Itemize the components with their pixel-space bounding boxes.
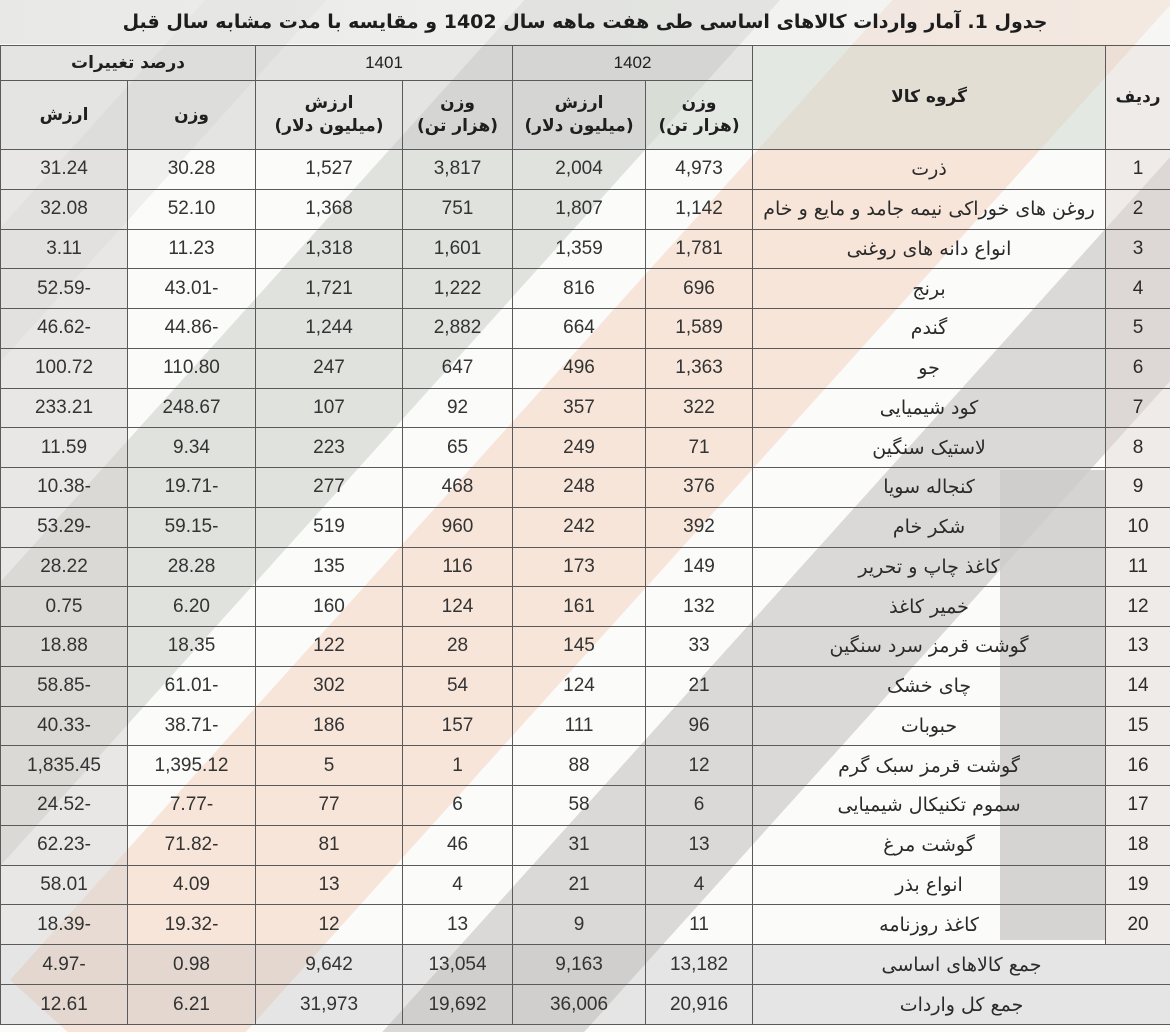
header-change-value: ارزش	[1, 81, 128, 150]
goods-name: کنجاله سویا	[753, 468, 1106, 508]
header-row-1	[1, 46, 1170, 81]
value-1402: 664	[513, 309, 646, 349]
change-value: -62.23	[1, 825, 128, 865]
table-row	[1, 309, 1170, 349]
goods-name: شکر خام	[753, 507, 1106, 547]
change-weight: 30.28	[128, 150, 256, 190]
change-weight: -19.71	[128, 468, 256, 508]
change-value: 3.11	[1, 229, 128, 269]
change-weight: -44.86	[128, 309, 256, 349]
row-number: 10	[1106, 507, 1170, 547]
header-weight-1402	[646, 81, 753, 150]
change-value: -46.62	[1, 309, 128, 349]
weight-1401: 124	[403, 587, 513, 627]
weight-1401: 13,054	[403, 945, 513, 985]
change-weight: -38.71	[128, 706, 256, 746]
table-row	[1, 428, 1170, 468]
row-number: 17	[1106, 786, 1170, 826]
value-1401: 247	[256, 348, 403, 388]
table-title: جدول 1. آمار واردات کالاهای اساسی طی هفت ماهه سال 1402 و مقایسه با مدت مشابه سال قبل	[0, 0, 1170, 44]
value-1401: 1,244	[256, 309, 403, 349]
value-1402: 21	[513, 865, 646, 905]
change-value: -24.52	[1, 786, 128, 826]
value-1402: 816	[513, 269, 646, 309]
row-number: 6	[1106, 348, 1170, 388]
value-1401: 12	[256, 905, 403, 945]
value-1401: 1,721	[256, 269, 403, 309]
weight-1401: 1,222	[403, 269, 513, 309]
value-1401: 302	[256, 666, 403, 706]
table-row	[1, 865, 1170, 905]
total-label: جمع کالاهای اساسی	[753, 945, 1170, 985]
header-change-percent: درصد تغییرات	[1, 46, 256, 81]
row-number: 11	[1106, 547, 1170, 587]
value-1401: 223	[256, 428, 403, 468]
table-row	[1, 388, 1170, 428]
goods-name: چای خشک	[753, 666, 1106, 706]
row-number: 3	[1106, 229, 1170, 269]
goods-name: ذرت	[753, 150, 1106, 190]
weight-unit: (هزار تن)	[658, 116, 740, 136]
goods-name: لاستیک سنگین	[753, 428, 1106, 468]
weight-1401: 647	[403, 348, 513, 388]
weight-1401: 157	[403, 706, 513, 746]
change-value: -40.33	[1, 706, 128, 746]
row-number: 2	[1106, 189, 1170, 229]
change-weight: 0.98	[128, 945, 256, 985]
weight-1401: 2,882	[403, 309, 513, 349]
change-weight: 52.10	[128, 189, 256, 229]
weight-1402: 392	[646, 507, 753, 547]
value-label: ارزش	[304, 93, 354, 114]
weight-label: وزن	[681, 93, 717, 114]
value-1401: 1,368	[256, 189, 403, 229]
row-number: 7	[1106, 388, 1170, 428]
table-row	[1, 587, 1170, 627]
row-number: 14	[1106, 666, 1170, 706]
change-weight: 9.34	[128, 428, 256, 468]
goods-name: روغن های خوراکی نیمه جامد و مایع و خام	[753, 189, 1106, 229]
change-value: -52.59	[1, 269, 128, 309]
total-row	[1, 945, 1170, 985]
value-unit: (میلیون دلار)	[524, 116, 634, 136]
change-value: 0.75	[1, 587, 128, 627]
value-1402: 249	[513, 428, 646, 468]
row-number: 15	[1106, 706, 1170, 746]
weight-1402: 4	[646, 865, 753, 905]
value-1402: 31	[513, 825, 646, 865]
row-number: 5	[1106, 309, 1170, 349]
value-1402: 111	[513, 706, 646, 746]
weight-1402: 132	[646, 587, 753, 627]
weight-1401: 65	[403, 428, 513, 468]
value-1401: 519	[256, 507, 403, 547]
weight-1401: 46	[403, 825, 513, 865]
change-value: -18.39	[1, 905, 128, 945]
table-row	[1, 786, 1170, 826]
row-number: 13	[1106, 627, 1170, 667]
value-unit: (میلیون دلار)	[274, 116, 384, 136]
value-1401: 9,642	[256, 945, 403, 985]
weight-1402: 1,142	[646, 189, 753, 229]
change-value: 31.24	[1, 150, 128, 190]
weight-1401: 54	[403, 666, 513, 706]
weight-1402: 13,182	[646, 945, 753, 985]
table-row	[1, 507, 1170, 547]
change-value: -58.85	[1, 666, 128, 706]
table-row	[1, 229, 1170, 269]
weight-1402: 1,589	[646, 309, 753, 349]
value-1402: 36,006	[513, 985, 646, 1025]
weight-unit: (هزار تن)	[416, 116, 499, 136]
change-value: 11.59	[1, 428, 128, 468]
goods-name: حبوبات	[753, 706, 1106, 746]
header-row-number: ردیف	[1106, 46, 1170, 150]
weight-1401: 1,601	[403, 229, 513, 269]
value-1402: 1,807	[513, 189, 646, 229]
goods-name: کاغذ روزنامه	[753, 905, 1106, 945]
change-weight: 6.20	[128, 587, 256, 627]
row-number: 8	[1106, 428, 1170, 468]
header-goods-group: گروه کالا	[753, 46, 1106, 150]
value-1401: 277	[256, 468, 403, 508]
value-1402: 357	[513, 388, 646, 428]
change-weight: 18.35	[128, 627, 256, 667]
value-1401: 13	[256, 865, 403, 905]
row-number: 12	[1106, 587, 1170, 627]
change-weight: -71.82	[128, 825, 256, 865]
table-row	[1, 905, 1170, 945]
value-1402: 88	[513, 746, 646, 786]
weight-1402: 6	[646, 786, 753, 826]
weight-1402: 1,781	[646, 229, 753, 269]
change-value: 233.21	[1, 388, 128, 428]
table-row	[1, 706, 1170, 746]
change-value: -10.38	[1, 468, 128, 508]
table-row	[1, 150, 1170, 190]
goods-name: انواع بذر	[753, 865, 1106, 905]
change-weight: 110.80	[128, 348, 256, 388]
change-value: 100.72	[1, 348, 128, 388]
table-row	[1, 269, 1170, 309]
weight-1401: 1	[403, 746, 513, 786]
weight-1401: 92	[403, 388, 513, 428]
weight-1402: 13	[646, 825, 753, 865]
weight-1402: 11	[646, 905, 753, 945]
goods-name: خمیر کاغذ	[753, 587, 1106, 627]
table-row	[1, 825, 1170, 865]
total-row	[1, 985, 1170, 1025]
goods-name: کود شیمیایی	[753, 388, 1106, 428]
goods-name: گوشت قرمز سرد سنگین	[753, 627, 1106, 667]
weight-1401: 19,692	[403, 985, 513, 1025]
value-1401: 186	[256, 706, 403, 746]
goods-name: کاغذ چاپ و تحریر	[753, 547, 1106, 587]
header-value-1402	[513, 81, 646, 150]
goods-name: گوشت قرمز سبک گرم	[753, 746, 1106, 786]
weight-label: وزن	[440, 93, 475, 114]
change-value: -53.29	[1, 507, 128, 547]
change-weight: -7.77	[128, 786, 256, 826]
row-number: 19	[1106, 865, 1170, 905]
change-weight: -61.01	[128, 666, 256, 706]
table-row	[1, 468, 1170, 508]
value-1402: 58	[513, 786, 646, 826]
change-weight: 248.67	[128, 388, 256, 428]
row-number: 18	[1106, 825, 1170, 865]
value-1401: 1,318	[256, 229, 403, 269]
value-1402: 145	[513, 627, 646, 667]
weight-1401: 468	[403, 468, 513, 508]
weight-1402: 696	[646, 269, 753, 309]
value-1402: 161	[513, 587, 646, 627]
change-weight: -19.32	[128, 905, 256, 945]
value-1401: 107	[256, 388, 403, 428]
change-weight: -43.01	[128, 269, 256, 309]
weight-1402: 21	[646, 666, 753, 706]
weight-1402: 4,973	[646, 150, 753, 190]
value-1402: 248	[513, 468, 646, 508]
goods-name: جو	[753, 348, 1106, 388]
weight-1401: 751	[403, 189, 513, 229]
row-number: 1	[1106, 150, 1170, 190]
change-value: 28.22	[1, 547, 128, 587]
value-1402: 2,004	[513, 150, 646, 190]
weight-1401: 6	[403, 786, 513, 826]
header-value-1401	[256, 81, 403, 150]
value-1402: 9	[513, 905, 646, 945]
value-1402: 496	[513, 348, 646, 388]
weight-1402: 71	[646, 428, 753, 468]
value-1401: 77	[256, 786, 403, 826]
table-row	[1, 348, 1170, 388]
weight-1402: 33	[646, 627, 753, 667]
weight-1402: 12	[646, 746, 753, 786]
table-row	[1, 627, 1170, 667]
value-1401: 81	[256, 825, 403, 865]
change-weight: 6.21	[128, 985, 256, 1025]
weight-1401: 116	[403, 547, 513, 587]
weight-1401: 960	[403, 507, 513, 547]
value-1401: 1,527	[256, 150, 403, 190]
value-1402: 9,163	[513, 945, 646, 985]
change-value: 12.61	[1, 985, 128, 1025]
weight-1401: 28	[403, 627, 513, 667]
value-1402: 124	[513, 666, 646, 706]
weight-1402: 1,363	[646, 348, 753, 388]
goods-name: گندم	[753, 309, 1106, 349]
value-label: ارزش	[554, 93, 604, 114]
row-number: 16	[1106, 746, 1170, 786]
change-weight: -59.15	[128, 507, 256, 547]
weight-1401: 4	[403, 865, 513, 905]
value-1402: 242	[513, 507, 646, 547]
value-1401: 5	[256, 746, 403, 786]
weight-1402: 322	[646, 388, 753, 428]
weight-1402: 20,916	[646, 985, 753, 1025]
value-1401: 135	[256, 547, 403, 587]
table-row	[1, 189, 1170, 229]
header-change-weight: وزن	[128, 81, 256, 150]
change-value: 18.88	[1, 627, 128, 667]
header-year-1401: 1401	[256, 46, 513, 81]
change-weight: 1,395.12	[128, 746, 256, 786]
row-number: 9	[1106, 468, 1170, 508]
weight-1401: 3,817	[403, 150, 513, 190]
value-1401: 31,973	[256, 985, 403, 1025]
header-weight-1401	[403, 81, 513, 150]
change-value: 58.01	[1, 865, 128, 905]
row-number: 4	[1106, 269, 1170, 309]
weight-1402: 96	[646, 706, 753, 746]
header-year-1402: 1402	[513, 46, 753, 81]
goods-name: برنج	[753, 269, 1106, 309]
value-1402: 173	[513, 547, 646, 587]
table-row	[1, 547, 1170, 587]
goods-name: انواع دانه های روغنی	[753, 229, 1106, 269]
change-weight: 11.23	[128, 229, 256, 269]
change-weight: 28.28	[128, 547, 256, 587]
imports-table	[0, 45, 1170, 1025]
change-value: 1,835.45	[1, 746, 128, 786]
value-1402: 1,359	[513, 229, 646, 269]
change-value: -4.97	[1, 945, 128, 985]
weight-1402: 376	[646, 468, 753, 508]
table-row	[1, 746, 1170, 786]
change-weight: 4.09	[128, 865, 256, 905]
value-1401: 122	[256, 627, 403, 667]
goods-name: گوشت مرغ	[753, 825, 1106, 865]
row-number: 20	[1106, 905, 1170, 945]
value-1401: 160	[256, 587, 403, 627]
weight-1402: 149	[646, 547, 753, 587]
total-label: جمع کل واردات	[753, 985, 1170, 1025]
change-value: 32.08	[1, 189, 128, 229]
table-body	[1, 150, 1170, 1025]
goods-name: سموم تکنیکال شیمیایی	[753, 786, 1106, 826]
table-row	[1, 666, 1170, 706]
weight-1401: 13	[403, 905, 513, 945]
